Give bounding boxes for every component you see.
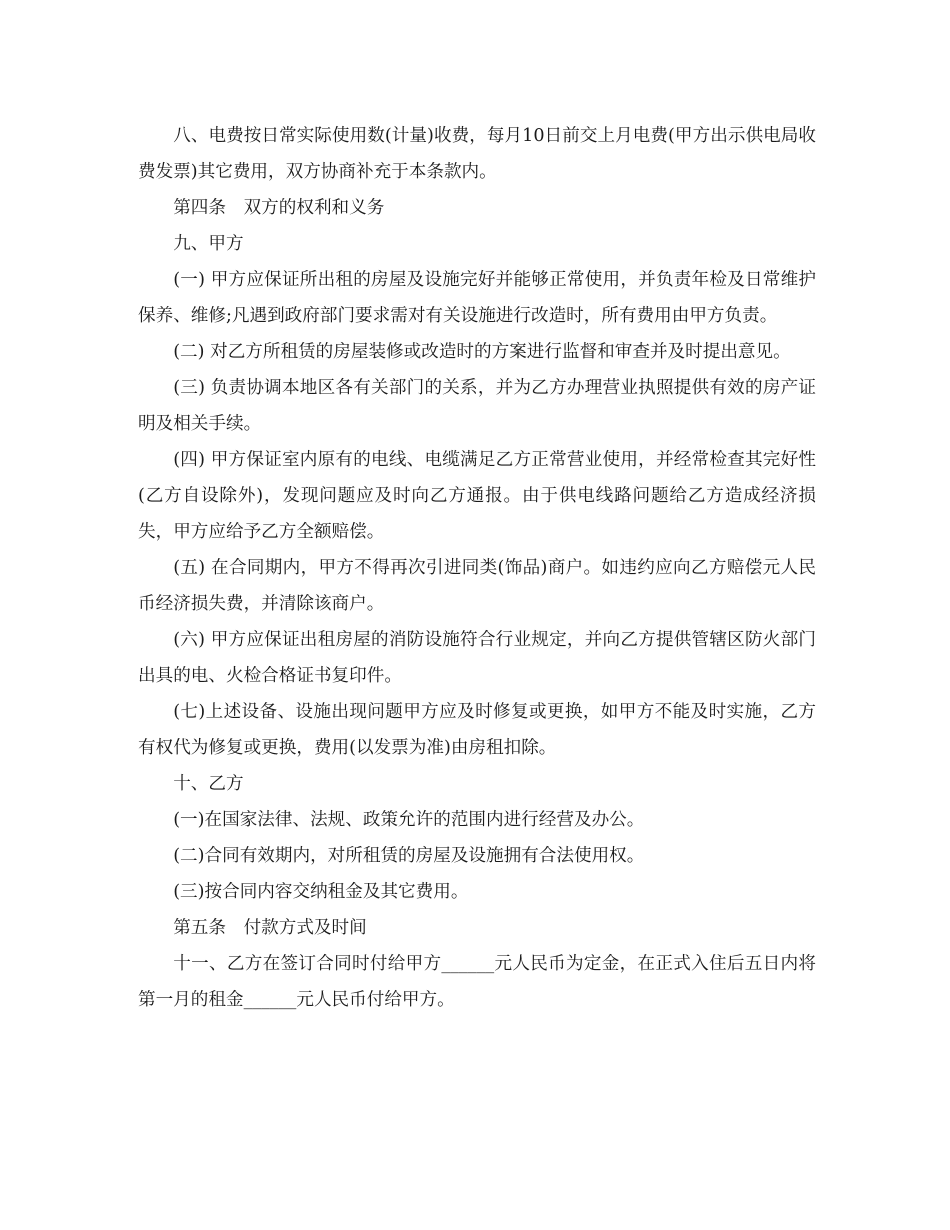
paragraph-payment: 十一、乙方在签订合同时付给甲方______元人民币为定金，在正式入住后五日内将第一月的租金______元人民币付给甲方。 xyxy=(138,954,816,1010)
heading-party-a: 九、甲方 xyxy=(173,234,244,254)
paragraph-party-a-4: (四) 甲方保证室内原有的电线、电缆满足乙方正常营业使用，并经常检查其完好性(乙方自设除外)，发现问题应及时向乙方通报。由于供电线路问题给乙方造成经济损失，甲方应给予乙方全额赔偿。 xyxy=(138,450,816,542)
paragraph-party-a-2: (二) 对乙方所租赁的房屋装修或改造时的方案进行监督和审查并及时提出意见。 xyxy=(173,342,791,362)
paragraph-party-a-3: (三) 负责协调本地区各有关部门的关系，并为乙方办理营业执照提供有效的房产证明及相关手续。 xyxy=(138,378,816,434)
paragraph-party-b-2: (二)合同有效期内，对所租赁的房屋及设施拥有合法使用权。 xyxy=(173,846,645,866)
paragraph-party-a-5: (五) 在合同期内，甲方不得再次引进同类(饰品)商户。如违约应向乙方赔偿元人民币经济损失费，并清除该商户。 xyxy=(138,558,816,614)
heading-article-5: 第五条 付款方式及时间 xyxy=(173,918,367,938)
paragraph-electricity-fee: 八、电费按日常实际使用数(计量)收费，每月10日前交上月电费(甲方出示供电局收费发票)其它费用，双方协商补充于本条款内。 xyxy=(138,126,816,182)
heading-article-4: 第四条 双方的权利和义务 xyxy=(173,198,385,218)
paragraph-party-a-7: (七)上述设备、设施出现问题甲方应及时修复或更换，如甲方不能及时实施，乙方有权代为修复或更换，费用(以发票为准)由房租扣除。 xyxy=(138,702,816,758)
heading-party-b: 十、乙方 xyxy=(173,774,244,794)
paragraph-party-a-1: (一) 甲方应保证所出租的房屋及设施完好并能够正常使用，并负责年检及日常维护保养、维修;凡遇到政府部门要求需对有关设施进行改造时，所有费用由甲方负责。 xyxy=(138,270,816,326)
paragraph-party-b-3: (三)按合同内容交纳租金及其它费用。 xyxy=(173,882,469,902)
paragraph-party-b-1: (一)在国家法律、法规、政策允许的范围内进行经营及办公。 xyxy=(173,810,645,830)
paragraph-party-a-6: (六) 甲方应保证出租房屋的消防设施符合行业规定，并向乙方提供管辖区防火部门出具的电、火检合格证书复印件。 xyxy=(138,630,816,686)
document-body xyxy=(138,118,816,1018)
